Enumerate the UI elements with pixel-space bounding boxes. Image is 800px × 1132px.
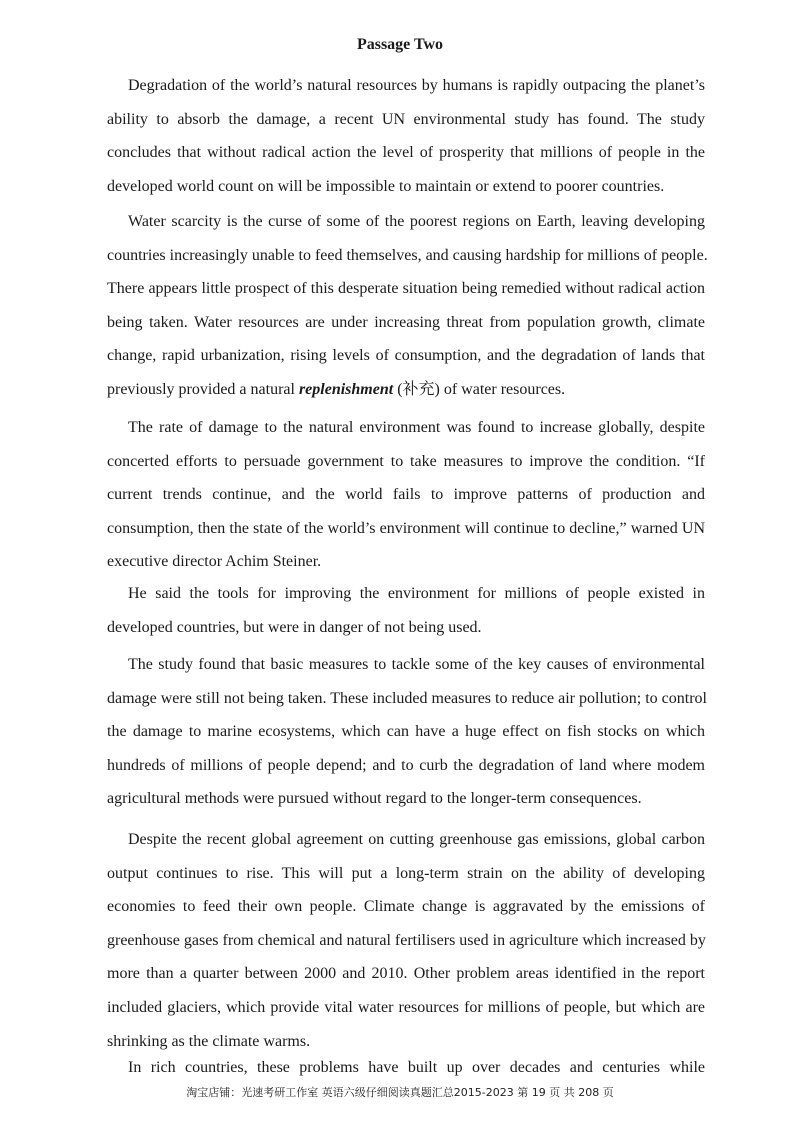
text-segment: (补充) of water resources. (393, 380, 566, 398)
text-line: developed world count on will be impossible to maintain or extend to poorer countries. (107, 177, 665, 195)
text-line: agricultural methods were pursued without regard to the longer-term consequences. (107, 790, 642, 808)
text-line: The rate of damage to the natural environment was found to increase globally, despite (128, 419, 705, 436)
text-line: output continues to rise. This will put a long-term strain on the ability of developing (107, 864, 705, 882)
page-footer: 淘宝店铺：光速考研工作室 英语六级仔细阅读真题汇总2015-2023 第 19 页 共 208 页 (186, 1086, 614, 1099)
paragraph-2 (107, 205, 708, 407)
paragraph-3 (107, 411, 705, 579)
text-segment: previously provided a natural (107, 380, 299, 398)
text-line: consumption, then the state of the world’s environment will continue to decline,” warned UN (107, 519, 705, 537)
text-line: In rich countries, these problems have built up over decades and centuries while (128, 1059, 705, 1076)
paragraph-1 (107, 69, 705, 203)
text-line: included glaciers, which provide vital water resources for millions of people, but which are (107, 998, 705, 1016)
text-line: The study found that basic measures to tackle some of the key causes of environmental (128, 656, 705, 673)
text-line: concludes that without radical action the level of prosperity that millions of people in the (107, 144, 705, 162)
text-line: He said the tools for improving the environment for millions of people existed in (128, 585, 705, 602)
paragraph-6 (107, 823, 705, 1058)
text-line: shrinking as the climate warms. (107, 1032, 311, 1050)
text-line (107, 373, 705, 407)
text-line: more than a quarter between 2000 and 2010. Other problem areas identified in the report (107, 965, 705, 983)
text-line: Water scarcity is the curse of some of the poorest regions on Earth, leaving developing (128, 213, 705, 230)
text-line: economies to feed their own people. Climate change is aggravated by the emissions of (107, 898, 705, 916)
text-line: Degradation of the world’s natural resources by humans is rapidly outpacing the planet’s (128, 77, 705, 94)
text-line: greenhouse gases from chemical and natural fertilisers used in agriculture which increased by (107, 931, 706, 949)
paragraph-4 (107, 577, 705, 644)
paragraph-7 (107, 1051, 705, 1085)
text-line: hundreds of millions of people depend; and to curb the degradation of land where modem (107, 756, 705, 774)
text-line: executive director Achim Steiner. (107, 553, 322, 571)
text-line: ability to absorb the damage, a recent UN environmental study has found. The study (107, 110, 705, 128)
text-line: countries increasingly unable to feed themselves, and causing hardship for millions of people. (107, 246, 708, 264)
text-line: change, rapid urbanization, rising levels of consumption, and the degradation of lands that (107, 347, 705, 365)
text-line: developed countries, but were in danger of not being used. (107, 618, 482, 636)
paragraph-5 (107, 648, 705, 816)
text-line: current trends continue, and the world fails to improve patterns of production and (107, 486, 705, 504)
text-line: being taken. Water resources are under increasing threat from population growth, climate (107, 313, 705, 331)
passage-title: Passage Two (356, 36, 444, 53)
text-line: the damage to marine ecosystems, which can have a huge effect on fish stocks on which (107, 723, 705, 741)
emphasized-word: replenishment (298, 380, 394, 398)
text-line: There appears little prospect of this desperate situation being remedied without radical action (107, 280, 705, 298)
text-line: Despite the recent global agreement on cutting greenhouse gas emissions, global carbon (128, 831, 705, 848)
text-line: damage were still not being taken. These included measures to reduce air pollution; to control (107, 689, 707, 707)
text-line: concerted efforts to persuade government to take measures to improve the condition. “If (107, 452, 705, 470)
